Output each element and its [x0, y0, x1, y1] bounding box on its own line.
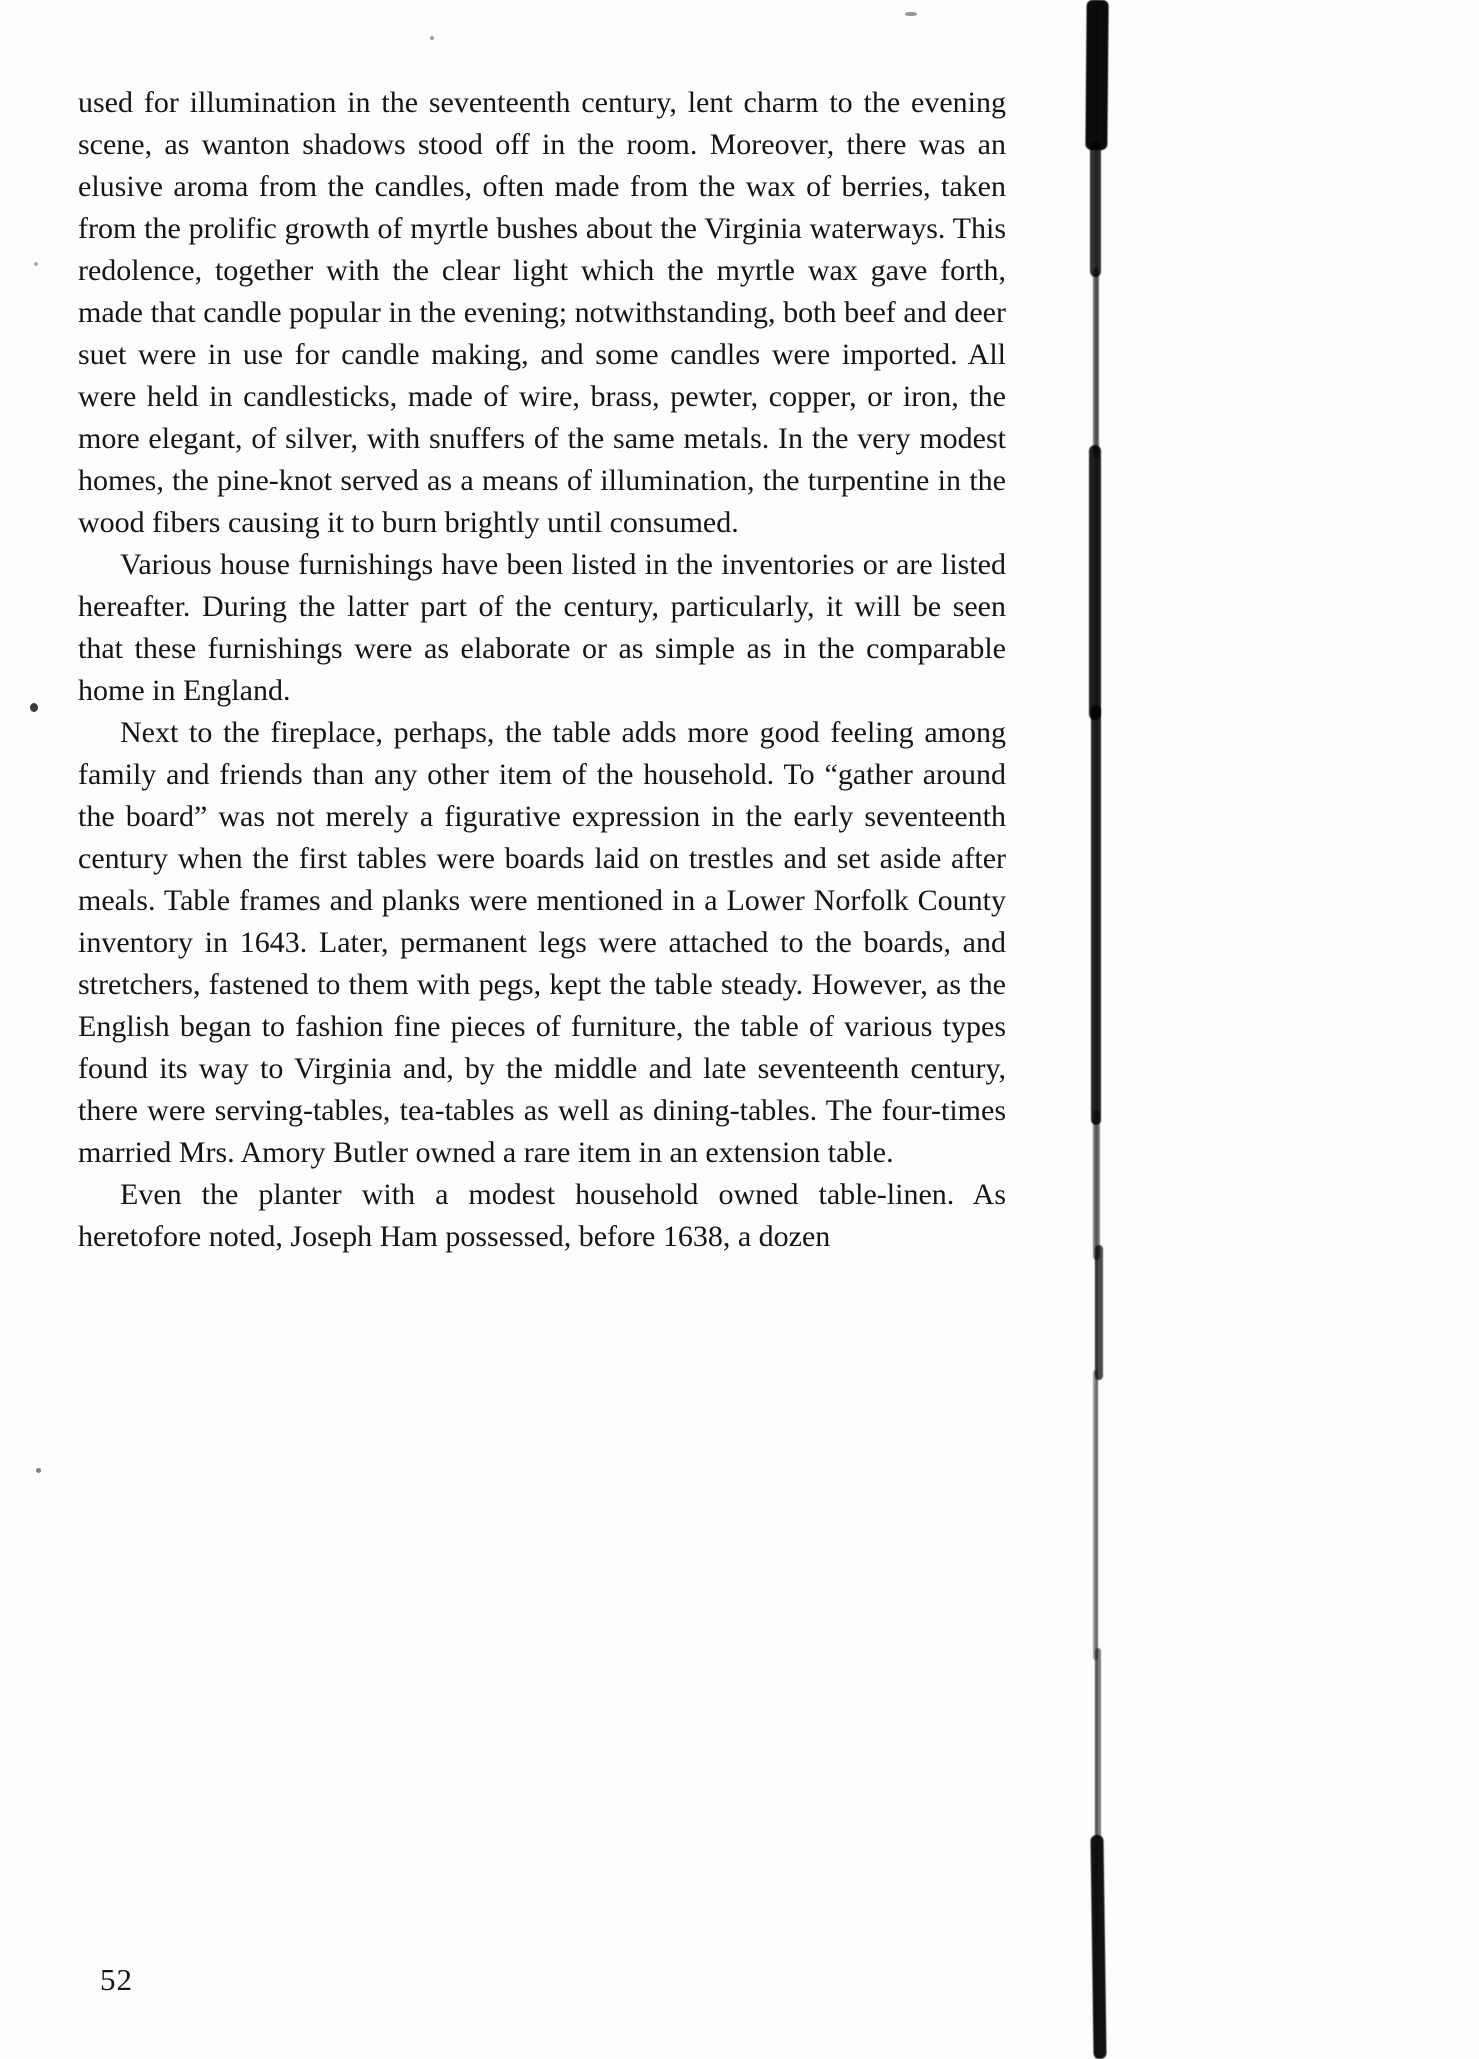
- binding-shadow-mark: [1085, 0, 1108, 150]
- ink-speck: [430, 36, 434, 40]
- binding-shadow: [1078, 0, 1134, 2059]
- binding-shadow-line: [1095, 0, 1098, 2059]
- binding-shadow-mark: [1095, 1648, 1101, 1838]
- ink-speck: [905, 12, 917, 16]
- binding-shadow-mark: [1090, 1835, 1106, 2059]
- binding-shadow-mark: [1095, 1245, 1103, 1380]
- binding-shadow-mark: [1091, 705, 1101, 1125]
- binding-shadow-mark: [1093, 268, 1099, 458]
- body-text: [78, 82, 1006, 1258]
- binding-shadow-mark: [1089, 445, 1101, 720]
- binding-shadow-mark: [1093, 1370, 1098, 1660]
- ink-speck: [36, 1468, 41, 1473]
- binding-shadow-mark: [1093, 1110, 1100, 1260]
- ink-speck: [34, 262, 38, 266]
- paragraph-2: Various house furnishings have been listed in the inventories or are listed hereafter. During the latter part of the century, particularly, it will be seen that these furnishings were as elaborate or as simple as in the comparable home in England.: [78, 548, 1006, 707]
- page-number: 52: [100, 1962, 133, 1997]
- paragraph-4: Even the planter with a modest household owned table-linen. As heretofore noted, Joseph Ham possessed, before 1638, a dozen: [78, 1178, 1006, 1253]
- binding-shadow-mark: [1090, 142, 1101, 277]
- ink-speck: [30, 703, 38, 712]
- paragraph-3: Next to the fireplace, perhaps, the table adds more good feeling among family and friends than any other item of the household. To “gather around the board” was not merely a figurative expression in the early seventeenth century when the first tables were boards laid on trestles and set aside after meals. Table frames and planks were mentioned in a Lower Norfolk County inventory in 1643. Later, permanent legs were attached to the boards, and stretchers, fastened to them with pegs, kept the table steady. However, as the English began to fashion fine pieces of furniture, the table of various types found its way to Virginia and, by the middle and late seventeenth century, there were serving-tables, tea-tables as well as dining-tables. The four-times married Mrs. Amory Butler owned a rare item in an extension table.: [78, 716, 1006, 1169]
- paragraph-1: used for illumination in the seventeenth century, lent charm to the evening scene, as wanton shadows stood off in the room. Moreover, there was an elusive aroma from the candles, often made from the wax of berries, taken from the prolific growth of myrtle bushes about the Virginia waterways. This redolence, together with the clear light which the myrtle wax gave forth, made that candle popular in the evening; notwithstanding, both beef and deer suet were in use for candle making, and some candles were imported. All were held in candlesticks, made of wire, brass, pewter, copper, or iron, the more elegant, of silver, with snuffers of the same metals. In the very modest homes, the pine-knot served as a means of illumination, the turpentine in the wood fibers causing it to burn brightly until consumed.: [78, 86, 1006, 539]
